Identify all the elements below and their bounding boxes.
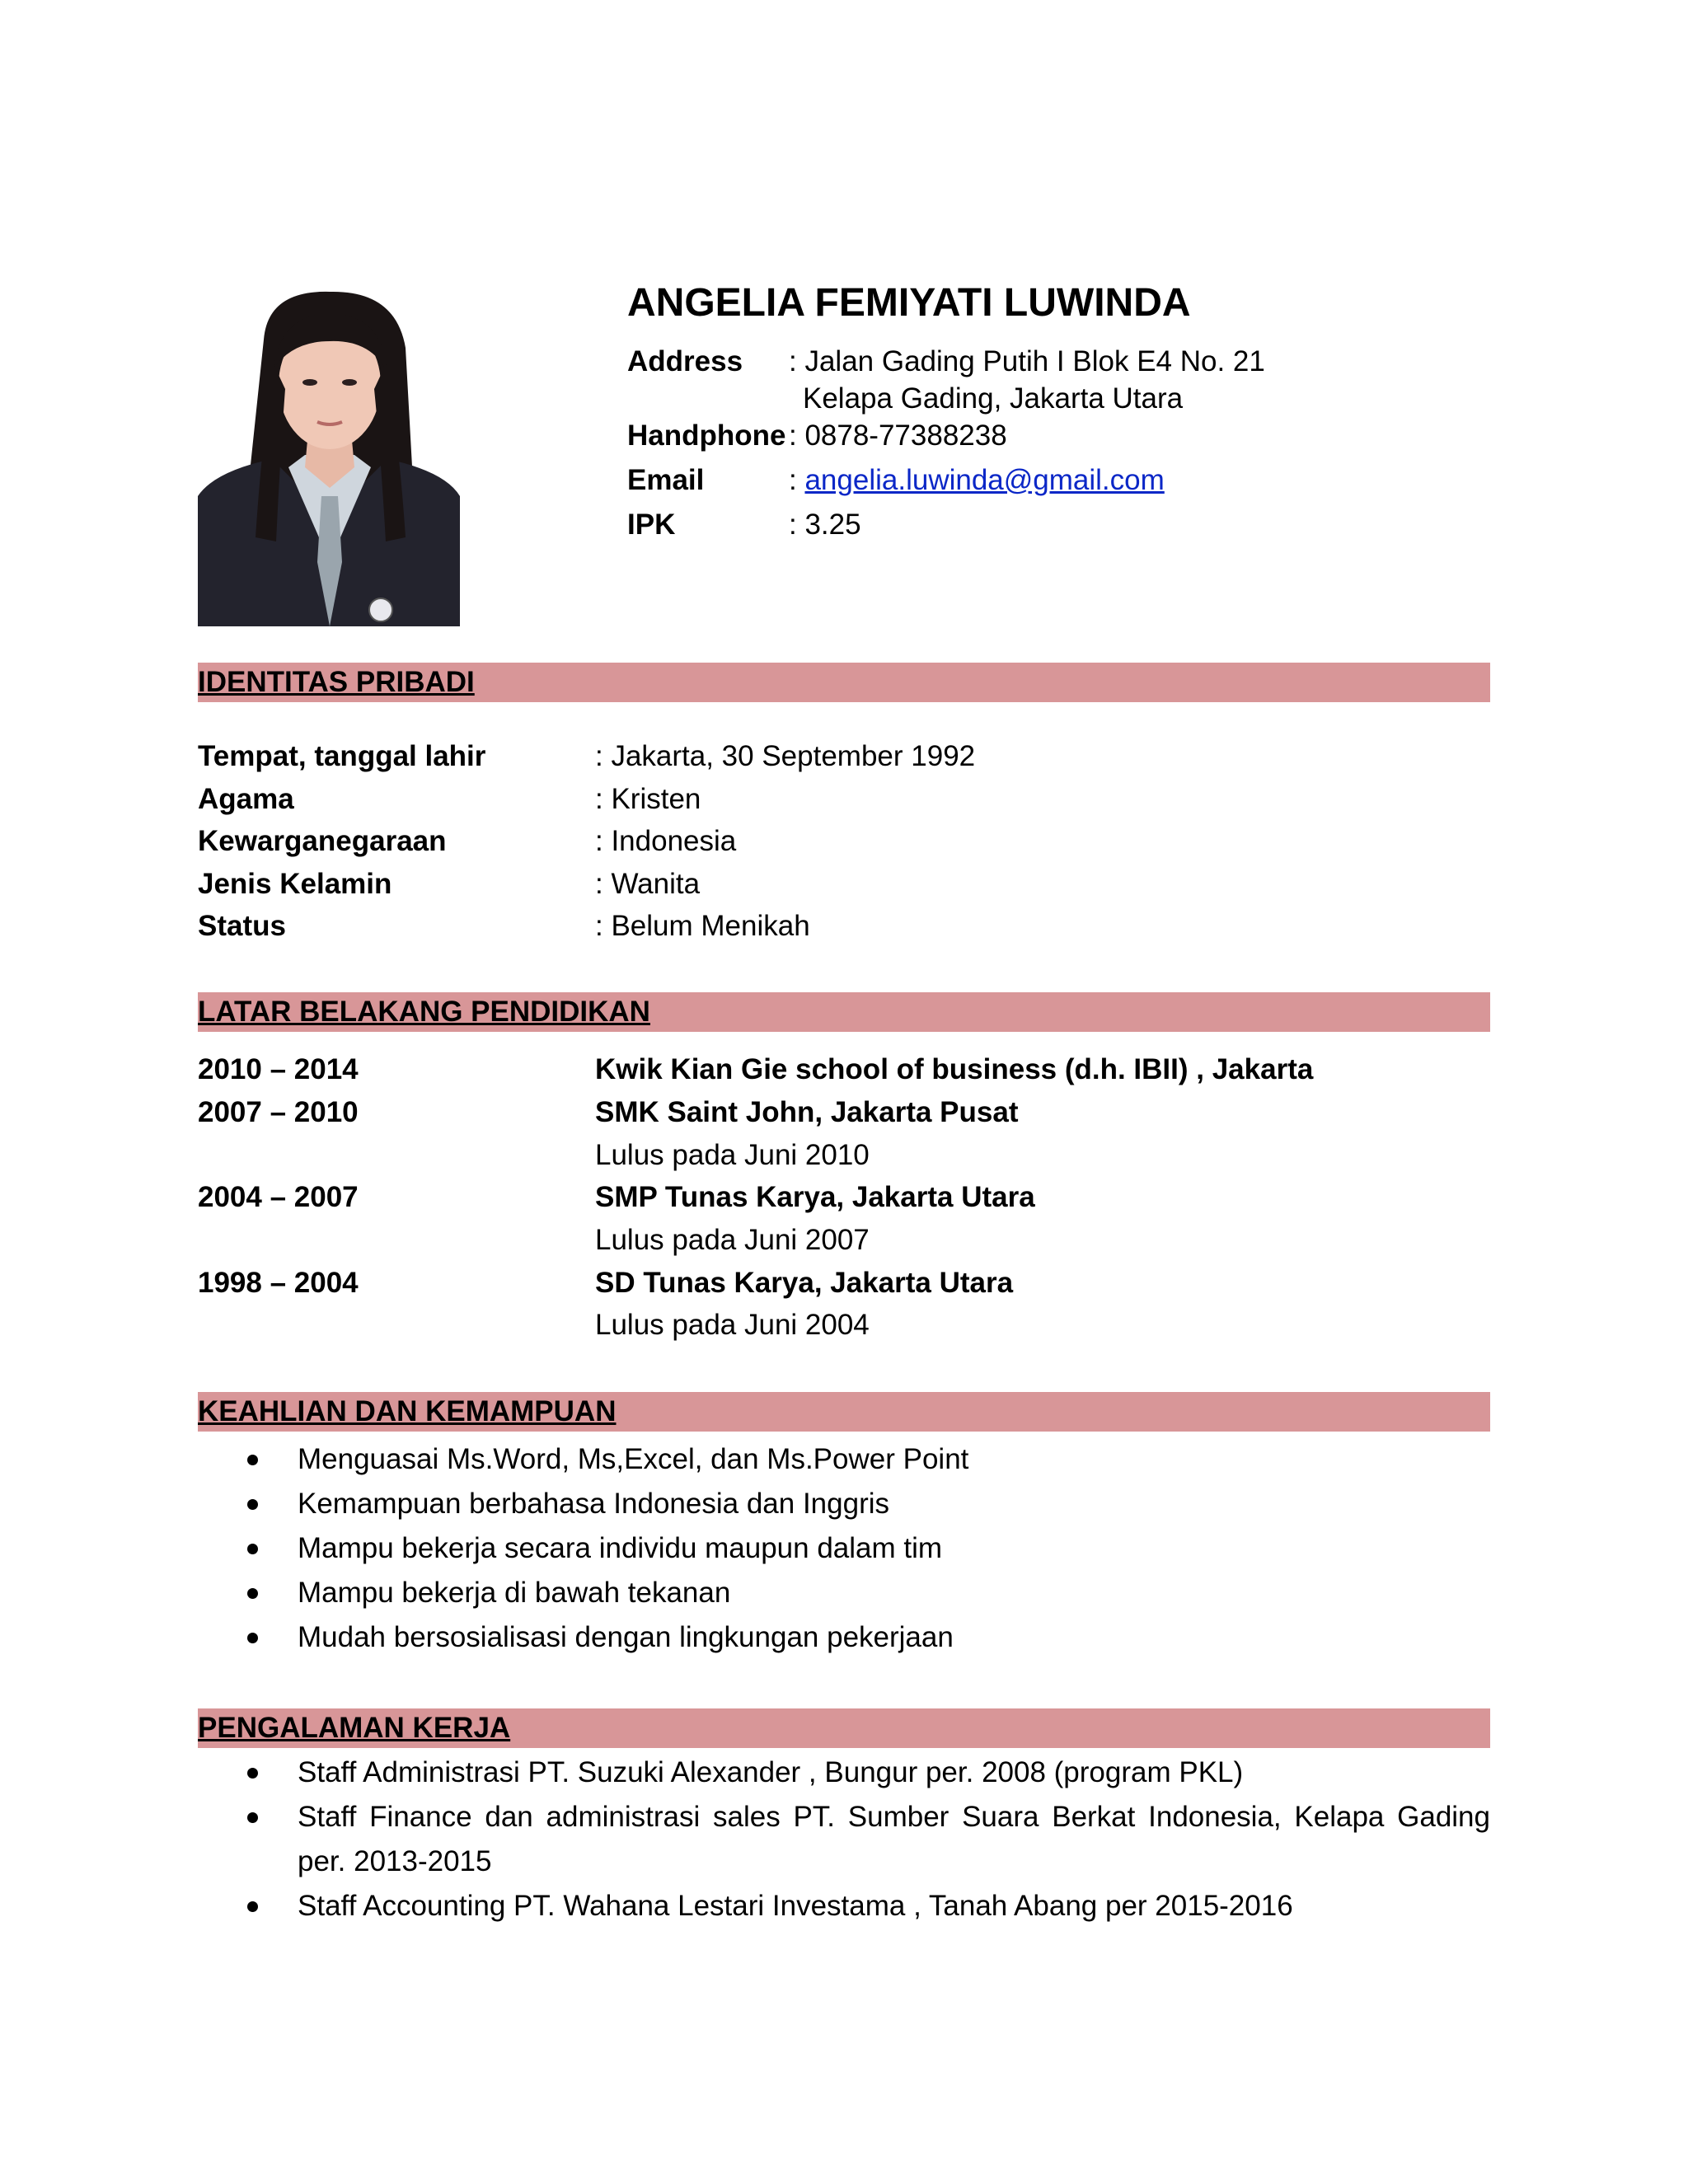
section-header-pendidikan: [198, 992, 1490, 1032]
identity-value: : Jakarta, 30 September 1992: [595, 740, 976, 772]
experience-text: Staff Administrasi PT. Suzuki Alexander , Bungur per. 2008 (program PKL): [298, 1756, 1244, 1788]
education-note: Lulus pada Juni 2004: [595, 1309, 870, 1341]
experience-list: [198, 1750, 1490, 1929]
identity-label: Agama: [198, 783, 294, 815]
section-header-pengalaman: [198, 1708, 1490, 1748]
education-years: 1998 – 2004: [198, 1267, 359, 1299]
list-item: [198, 1526, 1490, 1571]
identity-label: Status: [198, 910, 286, 942]
email-value-wrap: [789, 462, 1165, 499]
experience-text: Staff Accounting PT. Wahana Lestari Investama , Tanah Abang per 2015-2016: [298, 1890, 1293, 1922]
skills-list: [198, 1437, 1490, 1660]
bullet-icon: [247, 1588, 258, 1599]
identity-label: Kewarganegaraan: [198, 825, 447, 857]
skill-text: Mudah bersosialisasi dengan lingkungan pekerjaan: [298, 1621, 954, 1653]
identity-label: Jenis Kelamin: [198, 868, 392, 900]
email-label: Email: [627, 464, 705, 496]
skill-text: Mampu bekerja secara individu maupun dalam tim: [298, 1532, 943, 1564]
address-line-1: : Jalan Gading Putih I Blok E4 No. 21: [789, 345, 1265, 377]
list-item: [198, 1571, 1490, 1615]
education-years: 2004 – 2007: [198, 1181, 359, 1213]
bullet-icon: [247, 1812, 258, 1823]
education-school: SD Tunas Karya, Jakarta Utara: [595, 1267, 1014, 1299]
education-note: Lulus pada Juni 2007: [595, 1224, 870, 1256]
bullet-icon: [247, 1455, 258, 1465]
identity-value: : Belum Menikah: [595, 910, 810, 942]
education-years: 2010 – 2014: [198, 1053, 359, 1085]
list-item: [198, 1750, 1490, 1795]
education-school: Kwik Kian Gie school of business (d.h. IBII) , Jakarta: [595, 1053, 1314, 1085]
education-school: SMK Saint John, Jakarta Pusat: [595, 1096, 1019, 1128]
list-item: [198, 1795, 1490, 1884]
portrait-image: [198, 290, 460, 626]
education-note: Lulus pada Juni 2010: [595, 1139, 870, 1171]
section-header-identitas: [198, 663, 1490, 702]
education-school: SMP Tunas Karya, Jakarta Utara: [595, 1181, 1035, 1213]
section-title-keahlian: KEAHLIAN DAN KEMAMPUAN: [198, 1395, 617, 1427]
section-header-keahlian: [198, 1392, 1490, 1432]
identity-value: : Wanita: [595, 868, 701, 900]
section-title-identitas: IDENTITAS PRIBADI: [198, 666, 475, 698]
email-link[interactable]: angelia.luwinda@gmail.com: [804, 464, 1165, 496]
list-item: [198, 1437, 1490, 1482]
address-line-2: Kelapa Gading, Jakarta Utara: [803, 382, 1184, 415]
skill-text: Kemampuan berbahasa Indonesia dan Inggris: [298, 1488, 889, 1520]
list-item: [198, 1482, 1490, 1526]
handphone-value: : 0878-77388238: [789, 419, 1007, 452]
experience-text: Staff Finance dan administrasi sales PT. Sumber Suara Berkat Indonesia, Kelapa Gading per. 2013-2015: [298, 1801, 1490, 1877]
list-item: [198, 1884, 1490, 1929]
handphone-label: Handphone: [627, 419, 786, 452]
bullet-icon: [247, 1633, 258, 1643]
list-item: [198, 1615, 1490, 1660]
bullet-icon: [247, 1901, 258, 1912]
identity-value: : Kristen: [595, 783, 701, 815]
candidate-name: ANGELIA FEMIYATI LUWINDA: [627, 281, 1191, 325]
section-title-pendidikan: LATAR BELAKANG PENDIDIKAN: [198, 996, 650, 1028]
bullet-icon: [247, 1768, 258, 1779]
education-years: 2007 – 2010: [198, 1096, 359, 1128]
ipk-label: IPK: [627, 509, 676, 541]
section-title-pengalaman: PENGALAMAN KERJA: [198, 1712, 511, 1744]
address-label: Address: [627, 345, 743, 377]
email-colon: :: [789, 464, 797, 496]
profile-photo: [198, 290, 460, 626]
skill-text: Menguasai Ms.Word, Ms,Excel, dan Ms.Power Point: [298, 1443, 969, 1475]
skill-text: Mampu bekerja di bawah tekanan: [298, 1577, 731, 1609]
ipk-value: : 3.25: [789, 509, 861, 541]
identity-value: : Indonesia: [595, 825, 737, 857]
bullet-icon: [247, 1499, 258, 1510]
bullet-icon: [247, 1544, 258, 1554]
identity-label: Tempat, tanggal lahir: [198, 740, 486, 772]
